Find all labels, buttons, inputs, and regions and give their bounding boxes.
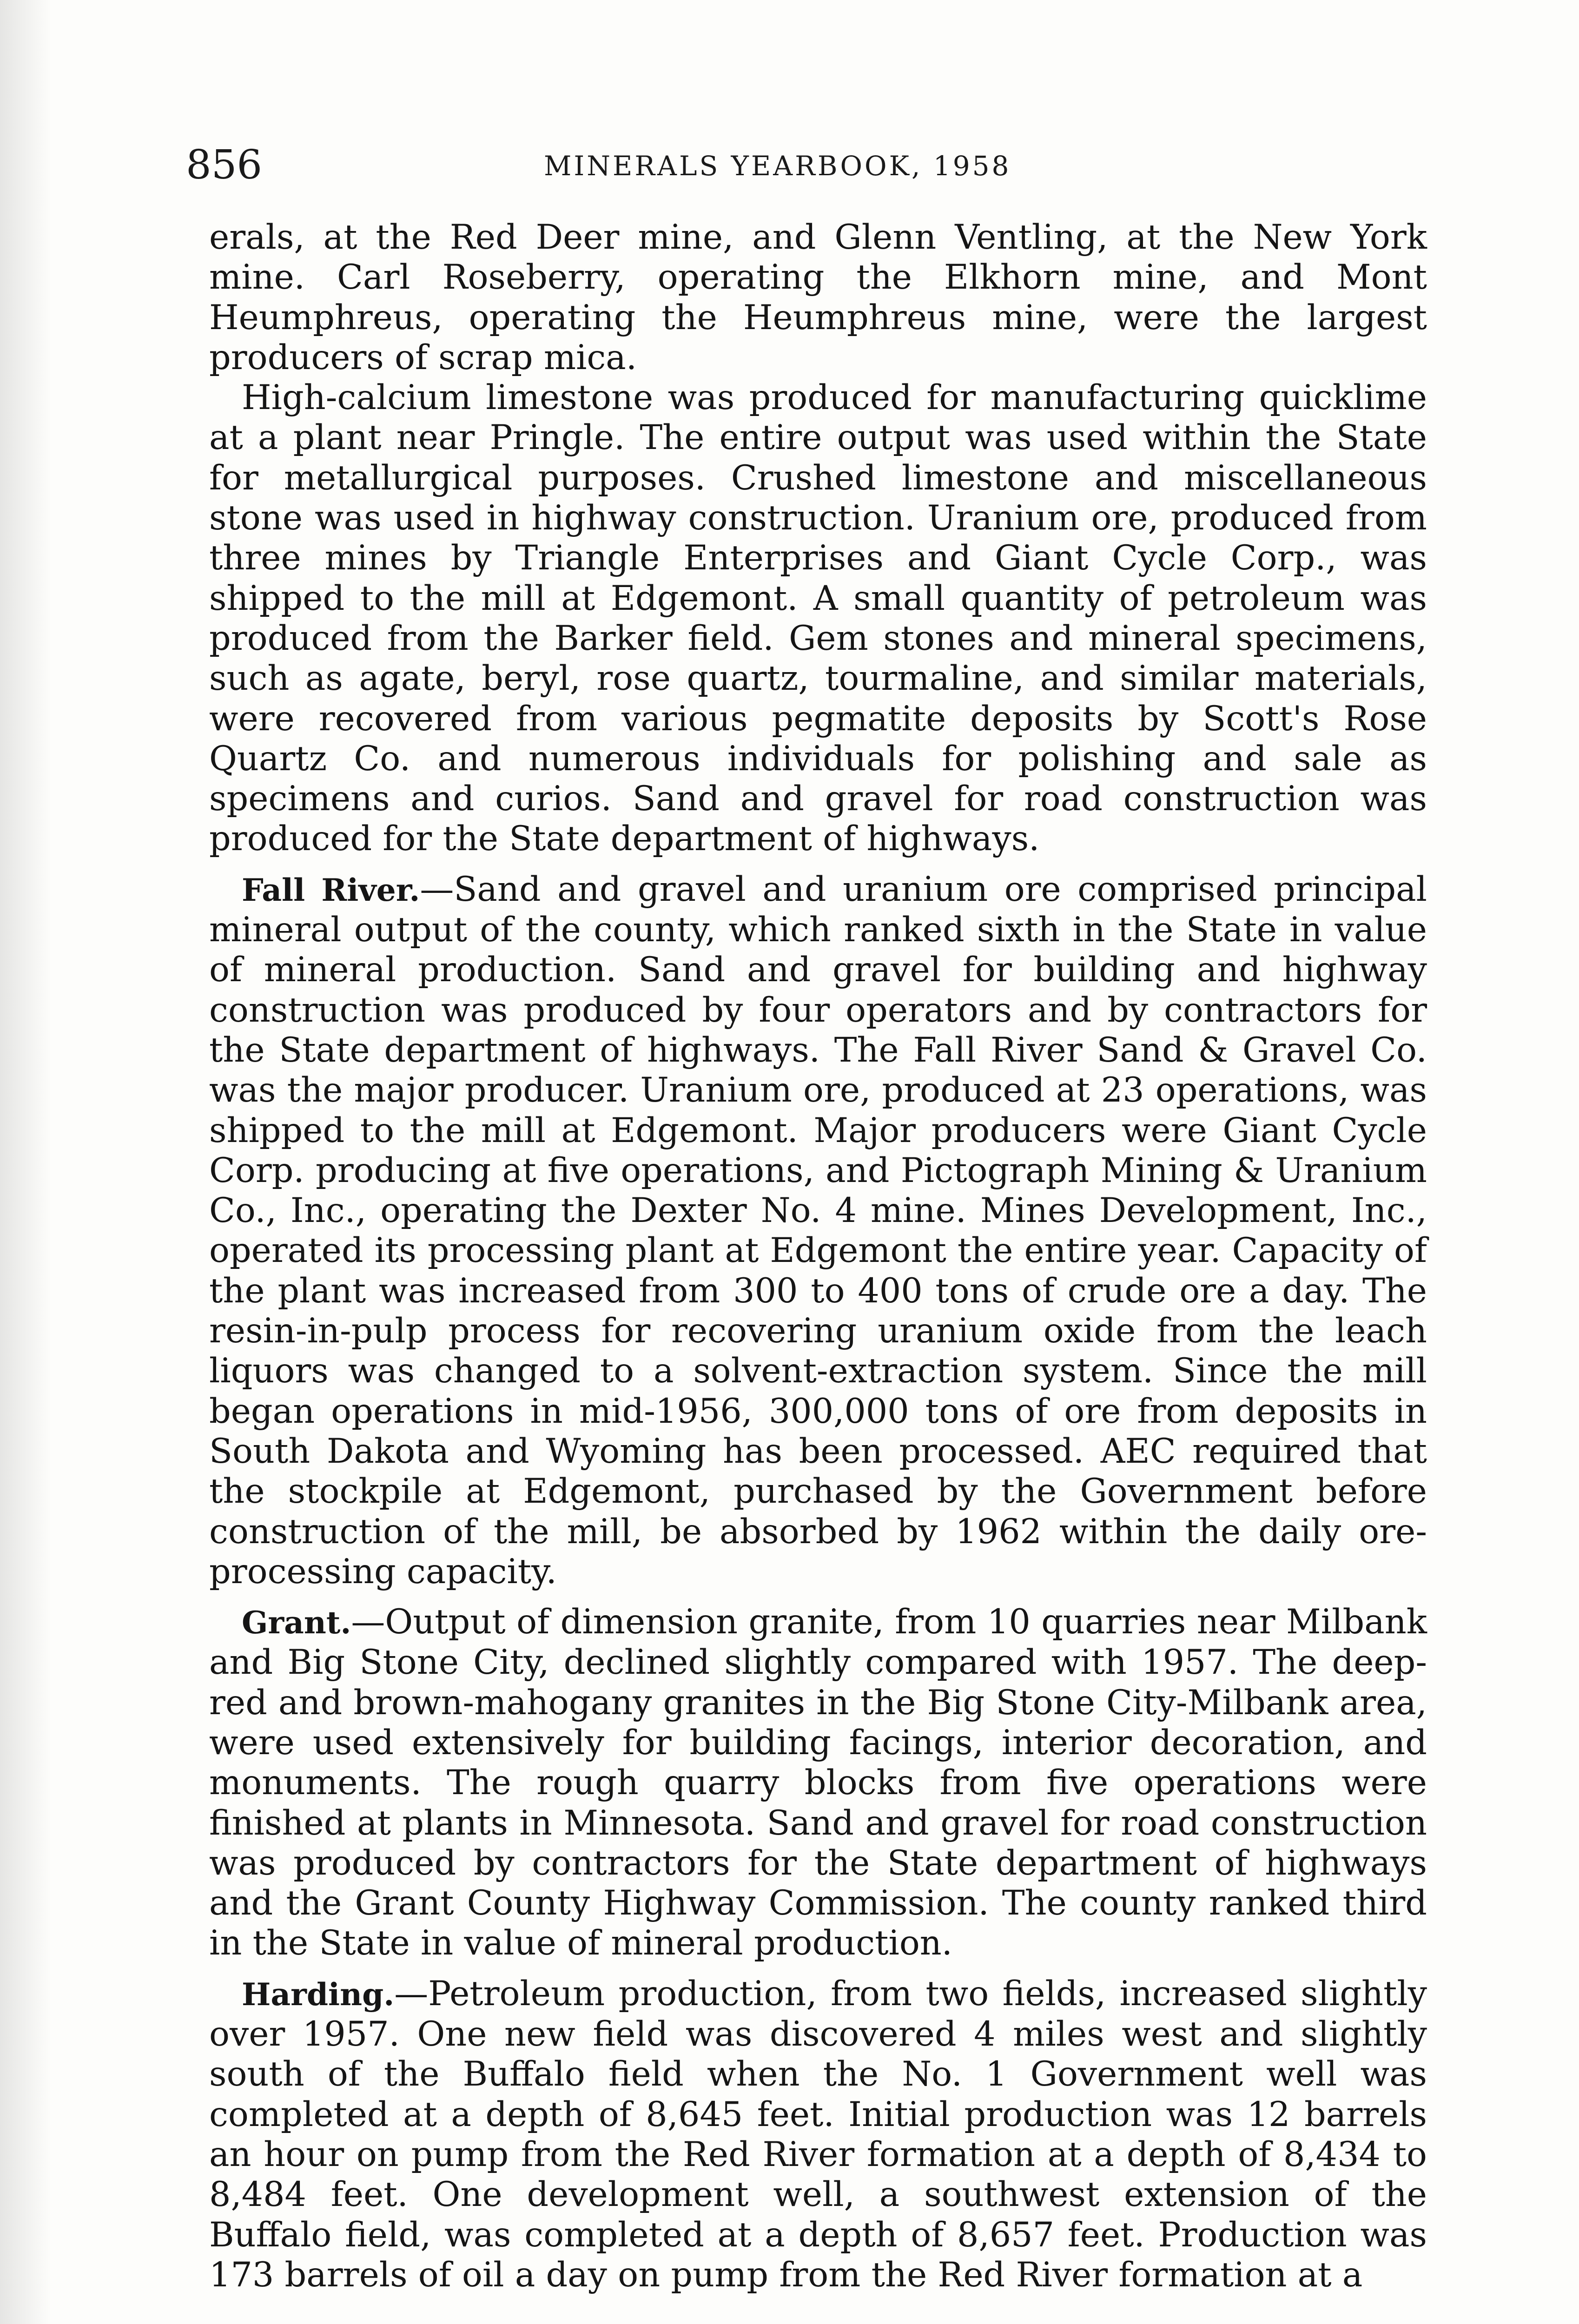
paragraph-text: —Output of dimension granite, from 10 quarries near Milbank and Big Stone City, declined slightly compared with 1957. The deep-red and brown-mahogany granites in the Big Stone City-Milbank area, were used extensively for building facings, interior decoration, and monuments. The rough quarry blocks from five operations were finished at plants in Minnesota. Sand and gravel for road construction was produced by contractors for the State department of highways and the Grant County Highway Commission. The county ranked third in the State in value of mineral production. xyxy=(209,1602,1427,1963)
section-title: Fall River. xyxy=(242,872,420,908)
paragraph-text: —Sand and gravel and uranium ore comprised principal mineral output of the county, which ranked sixth in the State in value of mineral production. Sand and gravel for building and highway construction was produced by four operators and by contractors for the State department of highways. The Fall River Sand & Gravel Co. was the major producer. Uranium ore, produced at 23 operations, was shipped to the mill at Edgemont. Major producers were Giant Cycle Corp. producing at five operations, and Pictograph Mining & Uranium Co., Inc., operating the Dexter No. 4 mine. Mines Development, Inc., operated its processing plant at Edgemont the entire year. Capacity of the plant was increased from 300 to 400 tons of crude ore a day. The resin-in-pulp process for recovering uranium oxide from the leach liquors was changed to a solvent-extraction system. Since the mill began operations in mid-1956, 300,000 tons of ore from deposits in South Dakota and Wyoming has been processed. AEC required that the stockpile at Edgemont, purchased by the Government before construction of the mill, be absorbed by 1962 within the daily ore-processing capacity. xyxy=(209,869,1427,1591)
scan-edge-shadow xyxy=(0,0,51,2324)
page-number: 856 xyxy=(186,142,263,188)
section-title: Harding. xyxy=(242,1976,395,2013)
section-fall-river xyxy=(209,870,1427,1592)
body-text xyxy=(209,218,1427,2295)
paragraph-limestone xyxy=(209,378,1427,859)
paragraph-text: —Petroleum production, from two fields, increased slightly over 1957. One new field was discovered 4 miles west and slightly south of the Buffalo field when the No. 1 Government well was completed at a depth of 8,645 feet. Initial production was 12 barrels an hour on pump from the Red River formation at a depth of 8,434 to 8,484 feet. One development well, a southwest extension of the Buffalo field, was completed at a depth of 8,657 feet. Production was 173 barrels of oil a day on pump from the Red River formation at a xyxy=(209,1974,1427,2295)
section-grant xyxy=(209,1602,1427,1964)
page-header xyxy=(186,142,1441,193)
paragraph-text: erals, at the Red Deer mine, and Glenn Ventling, at the New York mine. Carl Roseberry, operating the Elkhorn mine, and Mont Heumphreus, operating the Heumphreus mine, were the largest producers of scrap mica. xyxy=(209,218,1427,377)
paragraph-text: High-calcium limestone was produced for manufacturing quicklime at a plant near Pringle. The entire output was used within the State for metallurgical purposes. Crushed limestone and miscellaneous stone was used in highway construction. Uranium ore, produced from three mines by Triangle Enterprises and Giant Cycle Corp., was shipped to the mill at Edgemont. A small quantity of petroleum was produced from the Barker field. Gem stones and mineral specimens, such as agate, beryl, rose quartz, tourmaline, and similar materials, were recovered from various pegmatite deposits by Scott's Rose Quartz Co. and numerous individuals for polishing and sale as specimens and curios. Sand and gravel for road construction was produced for the State department of highways. xyxy=(209,378,1427,859)
section-title: Grant. xyxy=(242,1604,351,1641)
section-harding xyxy=(209,1974,1427,2295)
paragraph-continuation xyxy=(209,218,1427,378)
running-title: MINERALS YEARBOOK, 1958 xyxy=(544,150,1011,182)
